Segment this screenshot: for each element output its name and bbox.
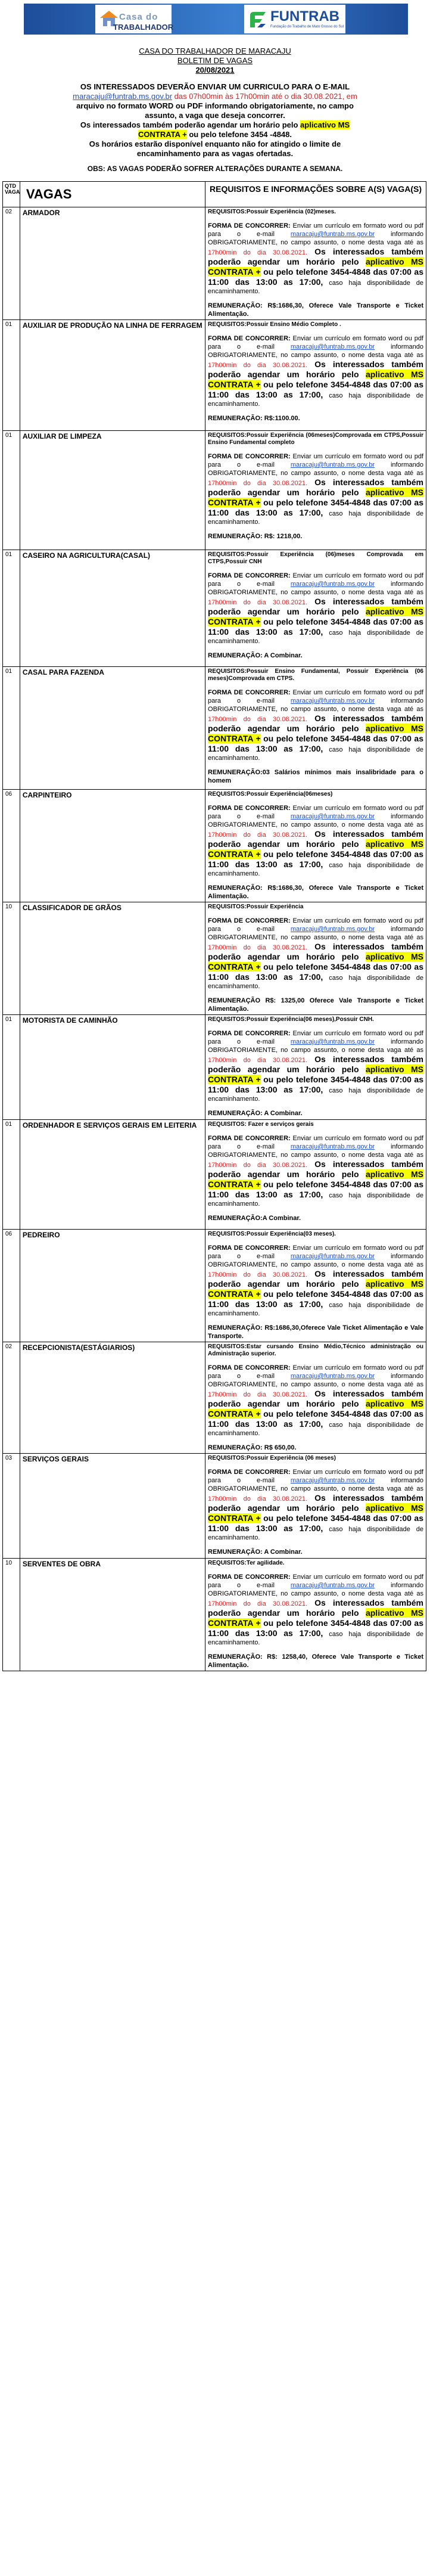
intro-line-2: BOLETIM DE VAGAS	[177, 56, 253, 65]
app-highlight: aplicativo MS CONTRATA +	[208, 1399, 423, 1419]
app-highlight: aplicativo MS CONTRATA +	[208, 1064, 423, 1084]
vaga-requisitos: REQUISITOS:Possuir Experiência (06 meses)	[208, 1455, 336, 1461]
vaga-requisitos: REQUISITOS:Possuir Experiência	[208, 904, 304, 910]
vaga-remuneracao: REMUNERAÇÃO: R$ 650,00.	[208, 1444, 297, 1451]
deadline-text: 17h00min do dia 30.08.2021.	[208, 1271, 308, 1278]
intro-app-highlight-1: aplicativo MS	[300, 120, 350, 129]
tail-text: caso haja disponibilidade de encaminhamento.	[208, 1302, 423, 1317]
table-row	[3, 1454, 426, 1559]
casa-do-trabalhador-logo	[95, 5, 172, 33]
deadline-text: 17h00min do dia 30.08.2021.	[208, 480, 308, 487]
vaga-qtd: 10	[3, 902, 20, 1015]
table-header-row	[3, 182, 426, 207]
vaga-details	[205, 790, 426, 902]
vaga-remuneracao: REMUNERAÇÃO R$: 1325,00 Oferece Vale Transporte e Ticket Alimentação.	[208, 997, 423, 1013]
tail-text: caso haja disponibilidade de encaminhamento.	[208, 746, 423, 762]
vaga-forma-concorrer	[208, 334, 423, 408]
tail-text: caso haja disponibilidade de encaminhamento.	[208, 1192, 423, 1208]
vaga-remuneracao: REMUNERAÇÃO: R$:1686,30, Oferece Vale Transporte e Ticket Alimentação.	[208, 302, 423, 318]
deadline-text: 17h00min do dia 30.08.2021.	[208, 944, 308, 951]
vaga-forma-concorrer	[208, 452, 423, 526]
app-highlight: aplicativo MS CONTRATA +	[208, 1279, 423, 1299]
table-row	[3, 1015, 426, 1120]
vaga-details	[205, 1120, 426, 1230]
vaga-requisitos: REQUISITOS:Possuir Ensino Fundamental, Possuir Experiência (06 meses)Comprovada em CTPS.	[208, 668, 423, 682]
phone-text: ou pelo telefone 3454-4848 das 07:00 as 11:00 das 13:00 as 17:00,	[208, 734, 423, 753]
table-row	[3, 431, 426, 550]
vaga-qtd: 01	[3, 550, 20, 667]
vaga-forma-concorrer	[208, 1468, 423, 1542]
intro-instruction-2	[0, 92, 430, 101]
phone-text: ou pelo telefone 3454-4848 das 07:00 as 11:00 das 13:00 as 17:00,	[208, 1289, 423, 1309]
agendar-text: Os interessados também poderão agendar um horário pelo	[208, 1159, 423, 1179]
table-row	[3, 667, 426, 790]
tail-text: caso haja disponibilidade de encaminhamento.	[208, 392, 423, 408]
phone-text: ou pelo telefone 3454-4848 das 07:00 as 11:00 das 13:00 as 17:00,	[208, 498, 423, 517]
email-link[interactable]: maracaju@funtrab.ms.gov.br	[290, 1477, 375, 1484]
vaga-title: CARPINTEIRO	[20, 790, 205, 902]
table-row	[3, 1120, 426, 1230]
forma-text: Enviar um currículo em formato word ou pdf para o e-mail	[208, 1469, 423, 1484]
intro-app-prefix: Os interessados também poderão agendar um horário pelo	[80, 120, 301, 129]
agendar-text: Os interessados também poderão agendar um horário pelo	[208, 247, 423, 266]
intro-instruction-1: OS INTERESSADOS DEVERÃO ENVIAR UM CURRICULO PARA O E-MAIL	[80, 82, 350, 91]
app-highlight: aplicativo MS CONTRATA +	[208, 724, 423, 743]
phone-text: ou pelo telefone 3454-4848 das 07:00 as 11:00 das 13:00 as 17:00,	[208, 1075, 423, 1094]
vaga-qtd: 01	[3, 1120, 20, 1230]
vaga-qtd: 01	[3, 1015, 20, 1120]
forma-label: FORMA DE CONCORRER:	[208, 453, 291, 460]
vaga-title: PEDREIRO	[20, 1230, 205, 1342]
email-link[interactable]: maracaju@funtrab.ms.gov.br	[290, 461, 375, 468]
vaga-requisitos: REQUISITOS:Possuir Experiência(06meses)	[208, 791, 333, 797]
vaga-details	[205, 1559, 426, 1671]
intro-date: 20/08/2021	[195, 66, 235, 75]
header-qtd: QTD VAGA	[3, 182, 20, 207]
vaga-forma-concorrer	[208, 1573, 423, 1647]
table-row	[3, 902, 426, 1015]
app-highlight: aplicativo MS CONTRATA +	[208, 607, 423, 626]
forma-text: Enviar um currículo em formato word ou pdf para o e-mail	[208, 1244, 423, 1260]
agendar-text: Os interessados também poderão agendar um horário pelo	[208, 1269, 423, 1289]
vaga-title: CASAL PARA FAZENDA	[20, 667, 205, 790]
vaga-details	[205, 1015, 426, 1120]
agendar-text: Os interessados também poderão agendar um horário pelo	[208, 1493, 423, 1513]
vaga-title: MOTORISTA DE CAMINHÃO	[20, 1015, 205, 1120]
forma-text: Enviar um currículo em formato word ou pdf para o e-mail	[208, 453, 423, 468]
phone-text: ou pelo telefone 3454-4848 das 07:00 as 11:00 das 13:00 as 17:00,	[208, 1409, 423, 1429]
vaga-qtd: 02	[3, 1342, 20, 1454]
vaga-requisitos: REQUISITOS:Possuir Experiência (02)meses.	[208, 209, 336, 215]
vaga-remuneracao: REMUNERAÇÃO:A Combinar.	[208, 1215, 301, 1222]
vaga-qtd: 06	[3, 1230, 20, 1342]
vaga-remuneracao: REMUNERAÇÃO: R$:1686,30,Oferece Vale Ticket Alimentação e Vale Transporte.	[208, 1324, 423, 1340]
informando-text: informando OBRIGATORIAMENTE, no campo assunto, o nome desta vaga até as	[208, 926, 423, 941]
vaga-forma-concorrer	[208, 688, 423, 762]
phone-text: ou pelo telefone 3454-4848 das 07:00 as 11:00 das 13:00 as 17:00,	[208, 1618, 423, 1638]
forma-text: Enviar um currículo em formato word ou pdf para o e-mail	[208, 222, 423, 238]
deadline-text: 17h00min do dia 30.08.2021.	[208, 831, 308, 839]
deadline-text: 17h00min do dia 30.08.2021.	[208, 1495, 308, 1503]
app-highlight: aplicativo MS CONTRATA +	[208, 488, 423, 507]
tail-text: caso haja disponibilidade de encaminhamento.	[208, 1631, 423, 1646]
agendar-text: Os interessados também poderão agendar um horário pelo	[208, 1054, 423, 1074]
vaga-details	[205, 207, 426, 320]
logo-left-top-text: Casa do	[119, 12, 158, 22]
forma-text: Enviar um currículo em formato word ou pdf para o e-mail	[208, 1573, 423, 1589]
header-banner	[24, 4, 408, 35]
intro-deadline-text: das 07h00min às 17h00min até o dia 30.08.2021, em	[172, 92, 357, 101]
informando-text: informando OBRIGATORIAMENTE, no campo assunto, o nome desta vaga até as	[208, 1477, 423, 1492]
vaga-forma-concorrer	[208, 804, 423, 878]
forma-label: FORMA DE CONCORRER:	[208, 222, 291, 229]
vaga-details	[205, 550, 426, 667]
deadline-text: 17h00min do dia 30.08.2021.	[208, 599, 308, 606]
email-link[interactable]: maracaju@funtrab.ms.gov.br	[290, 581, 375, 588]
agendar-text: Os interessados também poderão agendar um horário pelo	[208, 942, 423, 961]
page-header	[0, 0, 430, 52]
vaga-qtd: 01	[3, 320, 20, 431]
vaga-title: CASEIRO NA AGRICULTURA(CASAL)	[20, 550, 205, 667]
vaga-qtd: 03	[3, 1454, 20, 1559]
vaga-requisitos: REQUISITOS:Possuir Experiência (06)meses Comprovada em CTPS,Possuir CNH	[208, 551, 423, 565]
informando-text: informando OBRIGATORIAMENTE, no campo assunto, o nome desta vaga até as	[208, 697, 423, 713]
tail-text: caso haja disponibilidade de encaminhamento.	[208, 862, 423, 877]
table-row	[3, 320, 426, 431]
informando-text: informando OBRIGATORIAMENTE, no campo assunto, o nome desta vaga até as	[208, 461, 423, 477]
forma-text: Enviar um currículo em formato word ou pdf para o e-mail	[208, 335, 423, 350]
vaga-remuneracao: REMUNERAÇÃO: A Combinar.	[208, 1110, 303, 1117]
intro-email-link[interactable]: maracaju@funtrab.ms.gov.br	[73, 92, 173, 101]
intro-block	[0, 46, 430, 159]
forma-text: Enviar um currículo em formato word ou pdf para o e-mail	[208, 1364, 423, 1380]
forma-label: FORMA DE CONCORRER:	[208, 1135, 291, 1142]
tail-text: caso haja disponibilidade de encaminhamento.	[208, 1087, 423, 1103]
email-link[interactable]: maracaju@funtrab.ms.gov.br	[290, 1253, 375, 1260]
email-link[interactable]: maracaju@funtrab.ms.gov.br	[290, 1582, 375, 1589]
phone-text: ou pelo telefone 3454-4848 das 07:00 as 11:00 das 13:00 as 17:00,	[208, 267, 423, 287]
tail-text: caso haja disponibilidade de encaminhamento.	[208, 629, 423, 645]
tail-text: caso haja disponibilidade de encaminhamento.	[208, 974, 423, 990]
email-link[interactable]: maracaju@funtrab.ms.gov.br	[290, 1143, 375, 1150]
forma-label: FORMA DE CONCORRER:	[208, 1030, 291, 1037]
forma-label: FORMA DE CONCORRER:	[208, 1244, 291, 1252]
email-link[interactable]: maracaju@funtrab.ms.gov.br	[290, 697, 375, 704]
vaga-qtd: 10	[3, 1559, 20, 1671]
agendar-text: Os interessados também poderão agendar um horário pelo	[208, 829, 423, 849]
forma-label: FORMA DE CONCORRER:	[208, 689, 291, 696]
vaga-requisitos: REQUISITOS:Possuir Ensino Médio Completo .	[208, 321, 341, 328]
forma-text: Enviar um currículo em formato word ou pdf para o e-mail	[208, 1135, 423, 1150]
logo-right-subtitle: Fundação do Trabalho de Mato Grosso do Sul	[270, 25, 344, 29]
intro-instruction-4: assunto, a vaga que deseja concorrer.	[145, 111, 285, 120]
deadline-text: 17h00min do dia 30.08.2021.	[208, 1391, 308, 1398]
table-row	[3, 1342, 426, 1454]
informando-text: informando OBRIGATORIAMENTE, no campo assunto, o nome desta vaga até as	[208, 1143, 423, 1159]
vaga-details	[205, 320, 426, 431]
vaga-qtd: 01	[3, 667, 20, 790]
forma-text: Enviar um currículo em formato word ou pdf para o e-mail	[208, 917, 423, 933]
vaga-remuneracao: REMUNERAÇÃO:03 Salários mínimos mais insalibridade para o homem	[208, 769, 423, 784]
vaga-details	[205, 902, 426, 1015]
tail-text: caso haja disponibilidade de encaminhamento.	[208, 280, 423, 295]
vaga-details	[205, 1230, 426, 1342]
app-highlight: aplicativo MS CONTRATA +	[208, 1169, 423, 1189]
phone-text: ou pelo telefone 3454-4848 das 07:00 as 11:00 das 13:00 as 17:00,	[208, 617, 423, 637]
forma-text: Enviar um currículo em formato word ou pdf para o e-mail	[208, 572, 423, 588]
vaga-remuneracao: REMUNERAÇÃO: R$: 1258,40, Oferece Vale Transporte e Ticket Alimentação.	[208, 1653, 423, 1669]
phone-text: ou pelo telefone 3454-4848 das 07:00 as 11:00 das 13:00 as 17:00,	[208, 380, 423, 399]
email-link[interactable]: maracaju@funtrab.ms.gov.br	[290, 926, 375, 933]
vaga-title: SERVENTES DE OBRA	[20, 1559, 205, 1671]
deadline-text: 17h00min do dia 30.08.2021.	[208, 1600, 308, 1607]
intro-line-1: CASA DO TRABALHADOR DE MARACAJU	[139, 46, 291, 55]
email-link[interactable]: maracaju@funtrab.ms.gov.br	[290, 1038, 375, 1045]
intro-instruction-7: Os horários estarão disponível enquanto não for atingido o limite de	[89, 139, 341, 148]
informando-text: informando OBRIGATORIAMENTE, no campo assunto, o nome desta vaga até as	[208, 581, 423, 596]
logo-right-title: FUNTRAB	[270, 8, 339, 24]
vaga-forma-concorrer	[208, 222, 423, 296]
agendar-text: Os interessados também poderão agendar um horário pelo	[208, 1598, 423, 1618]
header-vagas: VAGAS	[20, 182, 205, 207]
forma-text: Enviar um currículo em formato word ou pdf para o e-mail	[208, 689, 423, 704]
vaga-title: SERVIÇOS GERAIS	[20, 1454, 205, 1559]
agendar-text: Os interessados também poderão agendar um horário pelo	[208, 597, 423, 616]
vaga-remuneracao: REMUNERAÇÃO: A Combinar.	[208, 652, 303, 659]
deadline-text: 17h00min do dia 30.08.2021.	[208, 249, 308, 256]
vaga-title: ORDENHADOR E SERVIÇOS GERAIS EM LEITERIA	[20, 1120, 205, 1230]
intro-app-highlight-2: CONTRATA +	[138, 130, 187, 139]
vaga-requisitos: REQUISITOS:Possuir Experiência (06meses)Comprovada em CTPS,Possuir Ensino Fundamental completo	[208, 432, 423, 446]
intro-instruction-6	[0, 130, 430, 139]
funtrab-mark-icon	[248, 10, 268, 30]
forma-label: FORMA DE CONCORRER:	[208, 1573, 291, 1581]
informando-text: informando OBRIGATORIAMENTE, no campo assunto, o nome desta vaga até as	[208, 1253, 423, 1268]
forma-label: FORMA DE CONCORRER:	[208, 572, 291, 579]
vaga-title: AUXILIAR DE LIMPEZA	[20, 431, 205, 550]
email-link[interactable]: maracaju@funtrab.ms.gov.br	[290, 343, 375, 350]
app-highlight: aplicativo MS CONTRATA +	[208, 1608, 423, 1628]
phone-text: ou pelo telefone 3454-4848 das 07:00 as 11:00 das 13:00 as 17:00,	[208, 1180, 423, 1199]
tail-text: caso haja disponibilidade de encaminhamento.	[208, 510, 423, 526]
tail-text: caso haja disponibilidade de encaminhamento.	[208, 1526, 423, 1541]
phone-text: ou pelo telefone 3454-4848 das 07:00 as 11:00 das 13:00 as 17:00,	[208, 962, 423, 982]
intro-phone-text: ou pelo telefone 3454 -4848.	[186, 130, 292, 139]
vaga-requisitos: REQUISITOS:Estar cursando Ensino Médio,Técnico administração ou Administração superior.	[208, 1343, 423, 1357]
vaga-forma-concorrer	[208, 572, 423, 645]
vaga-title: RECEPCIONISTA(ESTÁGIARIOS)	[20, 1342, 205, 1454]
app-highlight: aplicativo MS CONTRATA +	[208, 839, 423, 859]
informando-text: informando OBRIGATORIAMENTE, no campo assunto, o nome desta vaga até as	[208, 1038, 423, 1054]
deadline-text: 17h00min do dia 30.08.2021.	[208, 1057, 308, 1064]
deadline-text: 17h00min do dia 30.08.2021.	[208, 362, 308, 369]
vaga-forma-concorrer	[208, 917, 423, 991]
table-row	[3, 1230, 426, 1342]
vaga-forma-concorrer	[208, 1029, 423, 1103]
vaga-details	[205, 1342, 426, 1454]
vaga-title: ARMADOR	[20, 207, 205, 320]
vaga-qtd: 06	[3, 790, 20, 902]
vaga-remuneracao: REMUNERAÇÃO: R$:1100.00.	[208, 415, 300, 422]
vaga-requisitos: REQUISITOS:Possuir Experiência(03 meses).	[208, 1231, 336, 1237]
deadline-text: 17h00min do dia 30.08.2021.	[208, 716, 308, 723]
vaga-forma-concorrer	[208, 1134, 423, 1208]
forma-label: FORMA DE CONCORRER:	[208, 1364, 291, 1371]
app-highlight: aplicativo MS CONTRATA +	[208, 1503, 423, 1523]
funtrab-logo	[244, 5, 345, 33]
app-highlight: aplicativo MS CONTRATA +	[208, 370, 423, 389]
informando-text: informando OBRIGATORIAMENTE, no campo assunto, o nome desta vaga até as	[208, 343, 423, 359]
vaga-requisitos: REQUISITOS: Fazer e serviços gerais	[208, 1121, 314, 1128]
email-link[interactable]: maracaju@funtrab.ms.gov.br	[290, 1373, 375, 1380]
agendar-text: Os interessados também poderão agendar um horário pelo	[208, 477, 423, 497]
agendar-text: Os interessados também poderão agendar um horário pelo	[208, 359, 423, 379]
forma-text: Enviar um currículo em formato word ou pdf para o e-mail	[208, 1030, 423, 1045]
intro-instruction-8: encaminhamento para as vagas ofertadas.	[136, 149, 294, 158]
vaga-requisitos: REQUISITOS:Ter agilidade.	[208, 1560, 285, 1566]
vaga-remuneracao: REMUNERAÇÃO: R$:1686,30, Oferece Vale Transporte e Ticket Alimentação.	[208, 884, 423, 900]
logo-left-bottom-text: TRABALHADOR	[113, 23, 174, 32]
intro-instruction-5	[0, 120, 430, 130]
vaga-remuneracao: REMUNERAÇÃO: A Combinar.	[208, 1548, 303, 1556]
app-highlight: aplicativo MS CONTRATA +	[208, 952, 423, 972]
forma-text: Enviar um currículo em formato word ou pdf para o e-mail	[208, 805, 423, 820]
intro-instruction-3: arquivo no formato WORD ou PDF informando obrigatoriamente, no campo	[76, 101, 354, 110]
vaga-details	[205, 667, 426, 790]
table-row	[3, 550, 426, 667]
forma-label: FORMA DE CONCORRER:	[208, 335, 291, 342]
vaga-requisitos: REQUISITOS:Possuir Experiência(06 meses),Possuir CNH.	[208, 1016, 374, 1023]
vaga-forma-concorrer	[208, 1364, 423, 1438]
phone-text: ou pelo telefone 3454-4848 das 07:00 as 11:00 das 13:00 as 17:00,	[208, 849, 423, 869]
vaga-remuneracao: REMUNERAÇÃO: R$: 1218,00.	[208, 533, 303, 540]
forma-label: FORMA DE CONCORRER:	[208, 805, 291, 812]
forma-label: FORMA DE CONCORRER:	[208, 917, 291, 924]
vagas-table-body	[3, 207, 426, 1671]
tail-text: caso haja disponibilidade de encaminhamento.	[208, 1422, 423, 1437]
email-link[interactable]: maracaju@funtrab.ms.gov.br	[290, 231, 375, 238]
table-row	[3, 790, 426, 902]
email-link[interactable]: maracaju@funtrab.ms.gov.br	[290, 813, 375, 820]
vaga-title: CLASSIFICADOR DE GRÃOS	[20, 902, 205, 1015]
vaga-title: AUXILIAR DE PRODUÇÃO NA LINHA DE FERRAGEM	[20, 320, 205, 431]
forma-label: FORMA DE CONCORRER:	[208, 1469, 291, 1476]
header-requisitos: REQUISITOS E INFORMAÇÕES SOBRE A(S) VAGA(S)	[205, 182, 426, 207]
vaga-details	[205, 431, 426, 550]
informando-text: informando OBRIGATORIAMENTE, no campo assunto, o nome desta vaga até as	[208, 813, 423, 828]
vaga-qtd: 01	[3, 431, 20, 550]
vagas-table	[2, 181, 426, 1671]
vaga-qtd: 02	[3, 207, 20, 320]
obs-note: OBS: AS VAGAS PODERÃO SOFRER ALTERAÇÕES DURANTE A SEMANA.	[87, 165, 343, 173]
agendar-text: Os interessados também poderão agendar um horário pelo	[208, 713, 423, 733]
agendar-text: Os interessados também poderão agendar um horário pelo	[208, 1389, 423, 1408]
deadline-text: 17h00min do dia 30.08.2021.	[208, 1162, 308, 1169]
vaga-forma-concorrer	[208, 1244, 423, 1318]
phone-text: ou pelo telefone 3454-4848 das 07:00 as 11:00 das 13:00 as 17:00,	[208, 1513, 423, 1533]
app-highlight: aplicativo MS CONTRATA +	[208, 257, 423, 277]
vaga-details	[205, 1454, 426, 1559]
table-row	[3, 1559, 426, 1671]
table-row	[3, 207, 426, 320]
informando-text: informando OBRIGATORIAMENTE, no campo assunto, o nome desta vaga até as	[208, 1373, 423, 1388]
informando-text: informando OBRIGATORIAMENTE, no campo assunto, o nome desta vaga até as	[208, 231, 423, 246]
informando-text: informando OBRIGATORIAMENTE, no campo assunto, o nome desta vaga até as	[208, 1582, 423, 1597]
